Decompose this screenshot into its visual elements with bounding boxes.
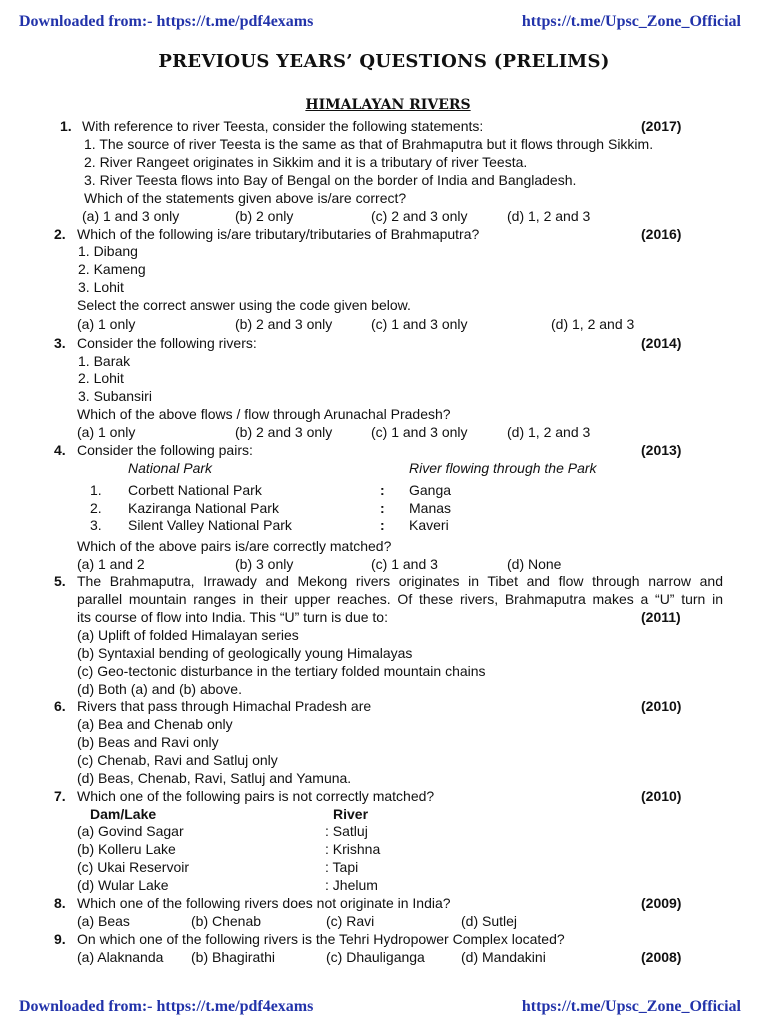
option-c: (c) Ravi: [326, 913, 375, 929]
header-download-link[interactable]: Downloaded from:- https://t.me/pdf4exams: [19, 13, 314, 30]
question-ask: Which of the above flows / flow through Arunachal Pradesh?: [77, 406, 451, 422]
pair-river: : Satluj: [325, 823, 368, 839]
question-number: 6.: [54, 698, 66, 714]
option-c: (c) Dhauliganga: [326, 949, 425, 965]
question-stem: Which of the following is/are tributary/tributaries of Brahmaputra?: [77, 226, 480, 242]
pair-option: (d) Wular Lake: [77, 877, 169, 893]
question-ask: Select the correct answer using the code given below.: [77, 297, 411, 313]
pair-option: (a) Govind Sagar: [77, 823, 184, 839]
question-number: 8.: [54, 895, 66, 911]
column-header-river: River flowing through the Park: [409, 460, 597, 476]
pair-river: Ganga: [409, 482, 452, 498]
option-c: (c) 1 and 3 only: [371, 424, 468, 440]
question-stem-line: parallel mountain ranges in their upper reaches. Of these rivers, Brahmaputra makes a “U” turn in: [77, 591, 723, 607]
footer-channel-link[interactable]: https://t.me/Upsc_Zone_Official: [521, 998, 741, 1015]
statement-item: 3. River Teesta flows into Bay of Bengal on the border of India and Bangladesh.: [84, 172, 577, 188]
option-a: (a) Beas: [77, 913, 130, 929]
pair-option: (b) Kolleru Lake: [77, 841, 176, 857]
option-c: (c) 1 and 3: [371, 556, 438, 572]
column-header-park: National Park: [128, 460, 213, 476]
option-d: (d) Sutlej: [461, 913, 518, 929]
question-stem: On which one of the following rivers is the Tehri Hydropower Complex located?: [77, 931, 565, 947]
option-a: (a) 1 only: [77, 424, 136, 440]
question-stem-line: The Brahmaputra, Irrawady and Mekong rivers originates in Tibet and flow through narrow and: [77, 573, 723, 589]
option-b: (b) 2 only: [235, 208, 294, 224]
question-stem: Consider the following rivers:: [77, 335, 257, 351]
pair-number: 3.: [90, 517, 102, 533]
question-stem: With reference to river Teesta, consider the following statements:: [82, 118, 484, 134]
option-b: (b) 2 and 3 only: [235, 424, 333, 440]
header-channel-link[interactable]: https://t.me/Upsc_Zone_Official: [521, 13, 741, 30]
column-header-river: River: [333, 806, 369, 822]
option-b: (b) 2 and 3 only: [235, 316, 333, 332]
page-title: PREVIOUS YEARS’ QUESTIONS (PRELIMS): [158, 51, 610, 72]
question-year: (2008): [641, 949, 682, 965]
pair-river: Kaveri: [409, 517, 449, 533]
question-year: (2016): [641, 226, 682, 242]
option-a: (a) Uplift of folded Himalayan series: [77, 627, 299, 643]
question-number: 9.: [54, 931, 66, 947]
statement-item: 2. River Rangeet originates in Sikkim and it is a tributary of river Teesta.: [84, 154, 528, 170]
list-item: 1. Barak: [78, 353, 131, 369]
question-year: (2010): [641, 698, 682, 714]
question-number: 4.: [54, 442, 66, 458]
question-year: (2011): [641, 609, 681, 625]
list-item: 2. Lohit: [78, 370, 124, 386]
question-stem: Which one of the following rivers does not originate in India?: [77, 895, 451, 911]
option-b: (b) Bhagirathi: [191, 949, 276, 965]
option-a: (a) 1 only: [77, 316, 136, 332]
option-d: (d) 1, 2 and 3: [507, 208, 591, 224]
option-a: (a) Bea and Chenab only: [77, 716, 233, 732]
option-a: (a) 1 and 3 only: [82, 208, 180, 224]
option-c: (c) 1 and 3 only: [371, 316, 468, 332]
pair-number: 2.: [90, 500, 102, 516]
column-header-dam: Dam/Lake: [90, 806, 157, 822]
question-year: (2014): [641, 335, 682, 351]
option-d: (d) 1, 2 and 3: [551, 316, 635, 332]
option-a: (a) Alaknanda: [77, 949, 164, 965]
question-number: 3.: [54, 335, 66, 351]
list-item: 3. Subansiri: [78, 388, 152, 404]
question-stem: Consider the following pairs:: [77, 442, 253, 458]
question-stem: Which one of the following pairs is not correctly matched?: [77, 788, 435, 804]
question-year: (2013): [641, 442, 682, 458]
option-b: (b) Chenab: [191, 913, 262, 929]
list-item: 3. Lohit: [78, 279, 124, 295]
pair-number: 1.: [90, 482, 102, 498]
option-b: (b) Beas and Ravi only: [77, 734, 219, 750]
option-d: (d) Beas, Chenab, Ravi, Satluj and Yamuna.: [77, 770, 352, 786]
list-item: 1. Dibang: [78, 243, 138, 259]
pair-river: : Tapi: [325, 859, 359, 875]
pair-park: Corbett National Park: [128, 482, 262, 498]
question-stem: Rivers that pass through Himachal Pradesh are: [77, 698, 372, 714]
option-c: (c) Chenab, Ravi and Satluj only: [77, 752, 278, 768]
question-year: (2010): [641, 788, 682, 804]
option-d: (d) Both (a) and (b) above.: [77, 681, 242, 697]
section-title: HIMALAYAN RIVERS: [305, 97, 471, 113]
pair-separator: :: [380, 500, 385, 516]
option-b: (b) Syntaxial bending of geologically young Himalayas: [77, 645, 413, 661]
question-year: (2017): [641, 118, 682, 134]
pair-option: (c) Ukai Reservoir: [77, 859, 190, 875]
question-number: 1.: [60, 118, 72, 134]
question-year: (2009): [641, 895, 682, 911]
pair-park: Kaziranga National Park: [128, 500, 279, 516]
question-number: 7.: [54, 788, 66, 804]
option-c: (c) Geo-tectonic disturbance in the tertiary folded mountain chains: [77, 663, 486, 679]
footer-download-link[interactable]: Downloaded from:- https://t.me/pdf4exams: [19, 998, 314, 1015]
question-number: 2.: [54, 226, 66, 242]
list-item: 2. Kameng: [78, 261, 146, 277]
option-c: (c) 2 and 3 only: [371, 208, 468, 224]
option-b: (b) 3 only: [235, 556, 294, 572]
question-stem-line: its course of flow into India. This “U” turn is due to:: [77, 609, 388, 625]
statement-item: 1. The source of river Teesta is the same as that of Brahmaputra but it flows through Sikkim.: [84, 136, 654, 152]
question-ask: Which of the above pairs is/are correctly matched?: [77, 538, 392, 554]
question-number: 5.: [54, 573, 66, 589]
question-ask: Which of the statements given above is/are correct?: [84, 190, 407, 206]
pair-river: Manas: [409, 500, 452, 516]
pair-river: : Krishna: [325, 841, 381, 857]
option-d: (d) Mandakini: [461, 949, 546, 965]
pair-separator: :: [380, 482, 385, 498]
option-d: (d) 1, 2 and 3: [507, 424, 591, 440]
pair-separator: :: [380, 517, 385, 533]
pair-park: Silent Valley National Park: [128, 517, 292, 533]
pair-river: : Jhelum: [325, 877, 378, 893]
option-d: (d) None: [507, 556, 562, 572]
option-a: (a) 1 and 2: [77, 556, 145, 572]
